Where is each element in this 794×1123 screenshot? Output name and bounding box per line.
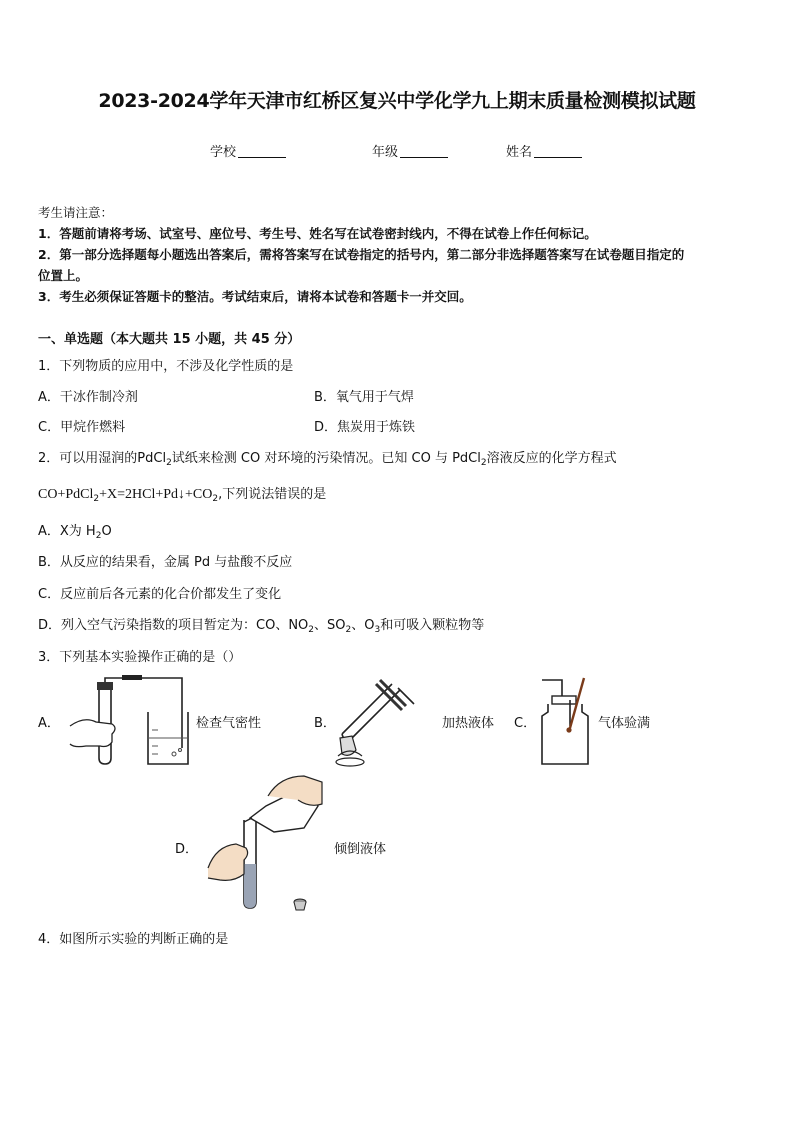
school-blank[interactable]	[238, 144, 286, 158]
notice-item-3: 3．考生必须保证答题卡的整洁。考试结束后，请将本试卷和答题卡一并交回。	[38, 289, 472, 304]
q1-option-c[interactable]: C．甲烷作燃料	[38, 420, 126, 435]
pouring-liquid-illustration	[200, 770, 330, 918]
airtightness-check-illustration	[62, 676, 192, 768]
q1-option-a[interactable]: A．干冰作制冷剂	[38, 390, 138, 405]
name-label: 姓名	[506, 145, 533, 160]
notice-item-2-cont: 位置上。	[38, 268, 89, 283]
name-blank[interactable]	[534, 144, 582, 158]
q2-stem: 2．可以用湿润的PdCl$_2$试纸来检测 CO 对环境的污染情况。已知 CO 与 PdCl$_2$溶液反应的化学方程式	[38, 451, 617, 468]
q2-option-a[interactable]: A．X为 $H_2O$	[38, 524, 112, 541]
q3-stem: 3．下列基本实验操作正确的是（）	[38, 650, 242, 665]
page-title: 2023-2024学年天津市红桥区复兴中学化学九上期末质量检测模拟试题	[98, 90, 696, 112]
q3-option-a-label: 检查气密性	[196, 716, 262, 731]
q3-option-c-letter[interactable]: C．	[514, 716, 537, 731]
q3-option-b-label: 加热液体	[442, 716, 495, 731]
q1-option-b[interactable]: B．氧气用于气焊	[314, 390, 414, 405]
q3-option-c-label: 气体验满	[598, 716, 651, 731]
name-field[interactable]	[506, 141, 582, 160]
q2-equation: $CO+PdCl_2+X=2HCl+Pd↓+CO_2$,下列说法错误的是	[38, 487, 327, 504]
q2-option-d[interactable]: D．列入空气污染指数的项目暂定为：CO、$NO_2$、$SO_2$、$O_3$和可吸入颗粒物等	[38, 618, 485, 635]
grade-label: 年级	[372, 145, 399, 160]
section-heading: 一、单选题（本大题共 15 小题，共 45 分）	[38, 332, 301, 347]
q3-option-d-label: 倾倒液体	[334, 842, 387, 857]
q3-option-d-letter[interactable]: D．	[175, 842, 199, 857]
q3-option-b-letter[interactable]: B．	[314, 716, 336, 731]
q1-option-d[interactable]: D．焦炭用于炼铁	[314, 420, 416, 435]
q2-option-b[interactable]: B．从反应的结果看，金属 Pd 与盐酸不反应	[38, 555, 293, 570]
notice-item-1: 1．答题前请将考场、试室号、座位号、考生号、姓名写在试卷密封线内，不得在试卷上作任何标记。	[38, 226, 597, 241]
gas-full-test-illustration	[536, 672, 596, 770]
q3-option-a-letter[interactable]: A．	[38, 716, 60, 731]
grade-field[interactable]	[372, 141, 448, 160]
heating-liquid-illustration	[336, 676, 436, 768]
q2-option-c[interactable]: C．反应前后各元素的化合价都发生了变化	[38, 587, 282, 602]
school-label: 学校	[210, 145, 237, 160]
school-field[interactable]	[210, 141, 286, 160]
q1-stem: 1．下列物质的应用中，不涉及化学性质的是	[38, 359, 294, 374]
q4-stem: 4．如图所示实验的判断正确的是	[38, 932, 229, 947]
notice-item-2: 2．第一部分选择题每小题选出答案后，需将答案写在试卷指定的括号内，第二部分非选择题答案写在试卷题目指定的	[38, 247, 685, 262]
notice-heading: 考生请注意：	[38, 205, 114, 220]
grade-blank[interactable]	[400, 144, 448, 158]
